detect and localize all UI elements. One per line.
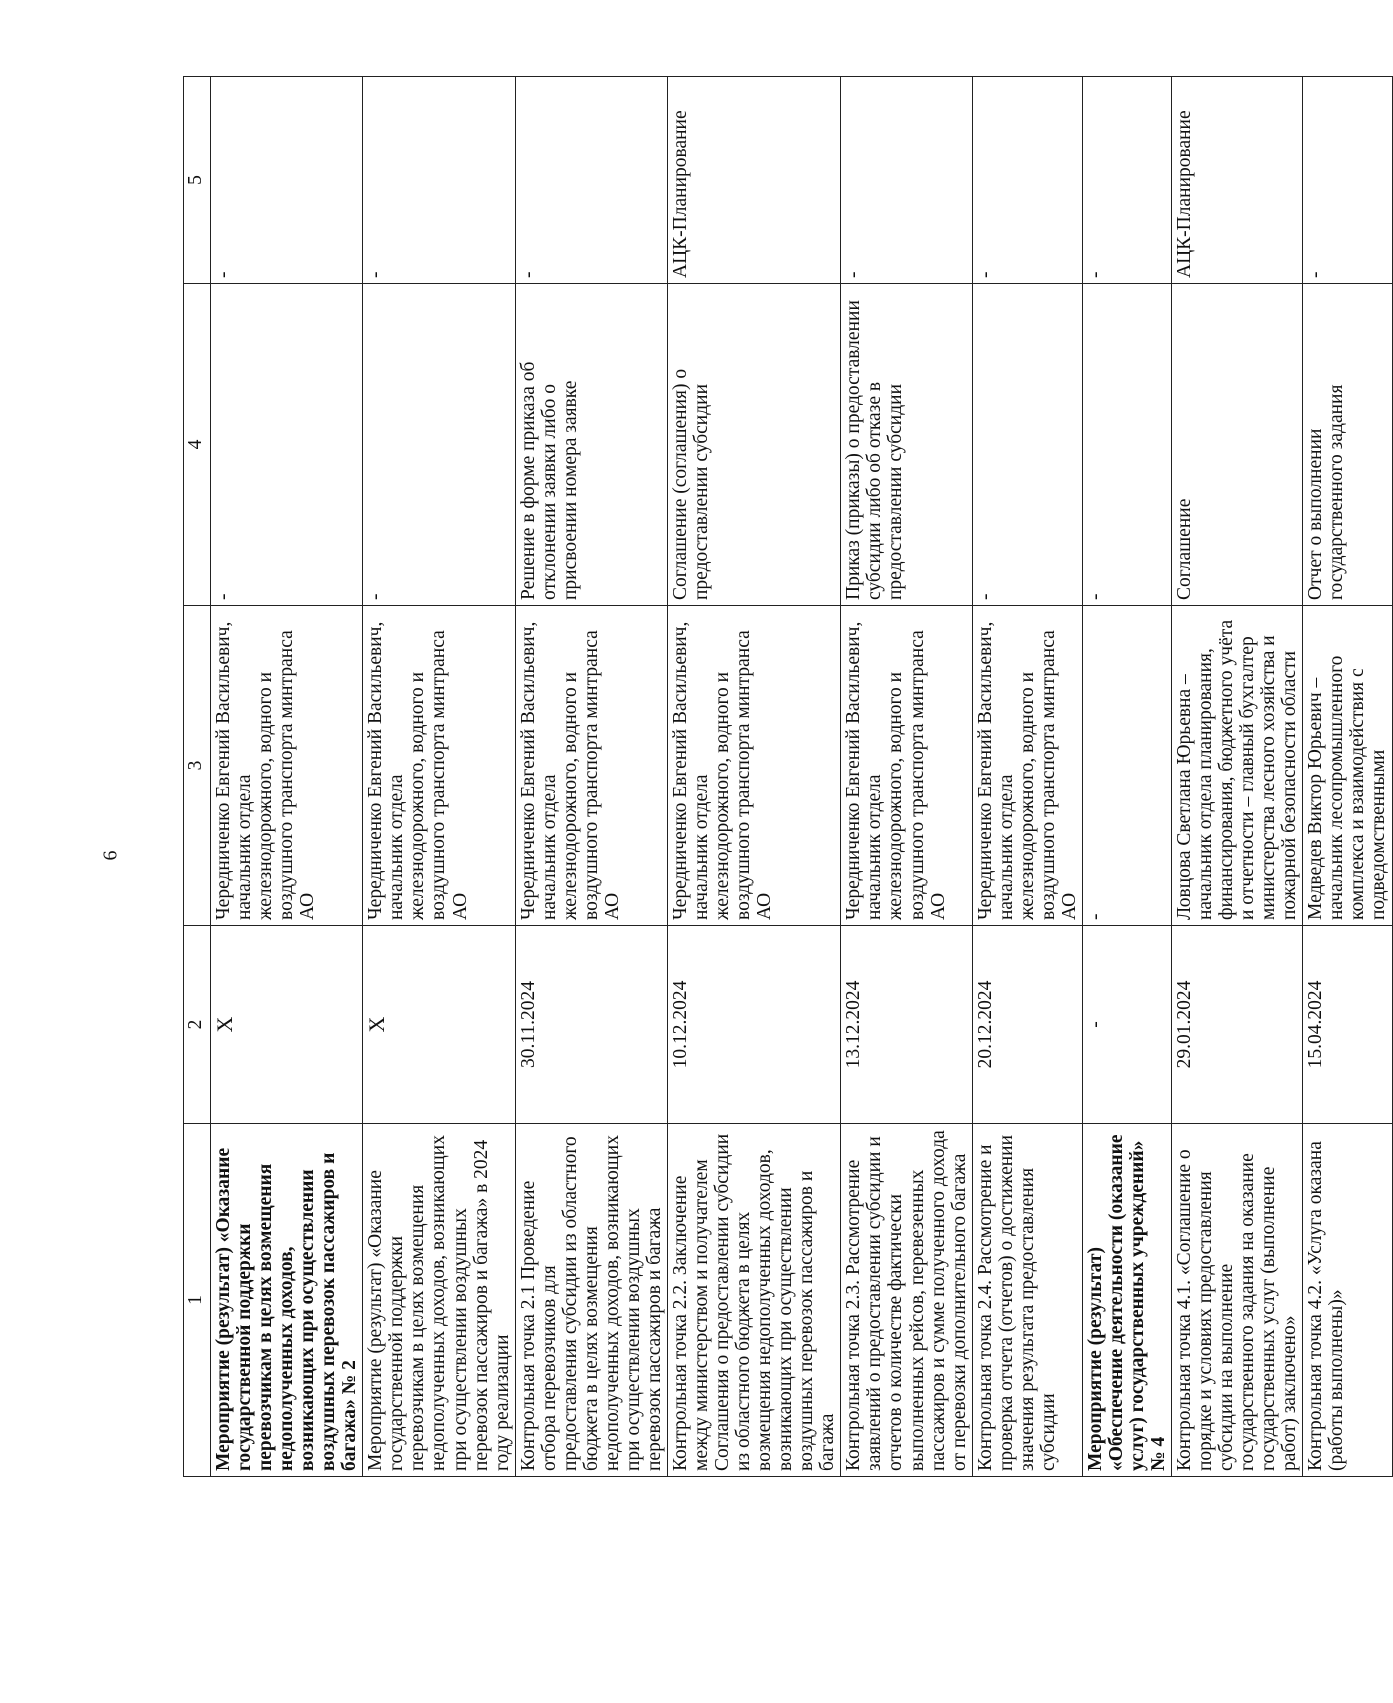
date-cell: 20.12.2024 xyxy=(972,926,1082,1124)
table-header-row xyxy=(184,77,211,1477)
column-header: 4 xyxy=(184,284,211,606)
activity-cell: Контрольная точка 2.1 Проведение отбора перевозчиков для предоставления субсидии из областного бюджета в целях возмещения недополученных доходов, возникающих при осуществлении воздушных перевозок пассажиров и багажа xyxy=(515,1124,667,1477)
activity-cell: Мероприятие (результат) «Оказание государственной поддержки перевозчикам в целях возмещения недополученных доходов, возникающих при осуществлении воздушных перевозок пассажиров и багажа» в 2024 году реализации xyxy=(363,1124,515,1477)
responsible-cell: - xyxy=(1082,606,1171,926)
responsible-cell: Чередниченко Евгений Васильевич, начальник отдела железнодорожного, водного и воздушного транспорта минтранса АО xyxy=(667,606,840,926)
system-cell: - xyxy=(972,77,1082,284)
responsible-cell: Чередниченко Евгений Васильевич, начальник отдела железнодорожного, водного и воздушного транспорта минтранса АО xyxy=(363,606,515,926)
table-row xyxy=(211,77,363,1477)
document-cell: - xyxy=(211,284,363,606)
table-row xyxy=(667,77,840,1477)
activity-cell: Контрольная точка 2.2. Заключение между министерством и получателем Соглашения о предоставлении субсидии из областного бюджета в целях возмещения недополученных доходов, возникающих при осуществлении воздушных перевозок пассажиров и багажа xyxy=(667,1124,840,1477)
table-row xyxy=(515,77,667,1477)
table-row xyxy=(972,77,1082,1477)
activity-cell: Контрольная точка 4.1. «Соглашение о порядке и условиях предоставления субсидии на выполнение государственного задания на оказание государственных услуг (выполнение работ) заключено» xyxy=(1172,1124,1303,1477)
system-cell: - xyxy=(1303,77,1392,284)
responsible-cell: Чередниченко Евгений Васильевич, начальник отдела железнодорожного, водного и воздушного транспорта минтранса АО xyxy=(211,606,363,926)
rotated-table-container xyxy=(183,77,1390,1477)
column-header: 3 xyxy=(184,606,211,926)
date-cell: 15.04.2024 xyxy=(1303,926,1392,1124)
date-cell: X xyxy=(211,926,363,1124)
activity-cell: Контрольная точка 4.2. «Услуга оказана (работы выполнены)» xyxy=(1303,1124,1392,1477)
activity-cell: Контрольная точка 2.4. Рассмотрение и проверка отчета (отчетов) о достижении значения результата предоставления субсидии xyxy=(972,1124,1082,1477)
control-points-table xyxy=(183,76,1393,1477)
system-cell: - xyxy=(515,77,667,284)
table-row xyxy=(1082,77,1171,1477)
date-cell: X xyxy=(363,926,515,1124)
document-cell: Соглашение xyxy=(1172,284,1303,606)
system-cell: АЦК-Планирование xyxy=(667,77,840,284)
date-cell: 29.01.2024 xyxy=(1172,926,1303,1124)
date-cell: 13.12.2024 xyxy=(841,926,972,1124)
system-cell: - xyxy=(363,77,515,284)
document-cell: Решение в форме приказа об отклонении заявки либо о присвоении номера заявке xyxy=(515,284,667,606)
responsible-cell: Чередниченко Евгений Васильевич, начальник отдела железнодорожного, водного и воздушного транспорта минтранса АО xyxy=(515,606,667,926)
system-cell: АЦК-Планирование xyxy=(1172,77,1303,284)
page-number: 6 xyxy=(99,850,122,861)
table-row xyxy=(363,77,515,1477)
column-header: 2 xyxy=(184,926,211,1124)
document-cell: - xyxy=(363,284,515,606)
document-cell: - xyxy=(972,284,1082,606)
system-cell: - xyxy=(841,77,972,284)
system-cell: - xyxy=(211,77,363,284)
responsible-cell: Ловцова Светлана Юрьевна – начальник отдела планирования, финансирования, бюджетного учёта и отчетности – главный бухгалтер министерства лесного хозяйства и пожарной безопасности области xyxy=(1172,606,1303,926)
column-header: 5 xyxy=(184,77,211,284)
document-cell: Отчет о выполнении государственного задания xyxy=(1303,284,1392,606)
responsible-cell: Чередниченко Евгений Васильевич, начальник отдела железнодорожного, водного и воздушного транспорта минтранса АО xyxy=(841,606,972,926)
table-row xyxy=(1303,77,1392,1477)
date-cell: 30.11.2024 xyxy=(515,926,667,1124)
column-header: 1 xyxy=(184,1124,211,1477)
system-cell: - xyxy=(1082,77,1171,284)
activity-cell: Мероприятие (результат) «Оказание государственной поддержки перевозчикам в целях возмещения недополученных доходов, возникающих при осуществлении воздушных перевозок пассажиров и багажа» № 2 xyxy=(211,1124,363,1477)
table-row xyxy=(1172,77,1303,1477)
date-cell: 10.12.2024 xyxy=(667,926,840,1124)
document-cell: - xyxy=(1082,284,1171,606)
activity-cell: Мероприятие (результат) «Обеспечение деятельности (оказание услуг) государственных учреждений» № 4 xyxy=(1082,1124,1171,1477)
document-cell: Приказ (приказы) о предоставлении субсидии либо об отказе в предоставлении субсидии xyxy=(841,284,972,606)
activity-cell: Контрольная точка 2.3. Рассмотрение заявлений о предоставлении субсидии и отчетов о количестве фактически выполненных рейсов, перевезенных пассажиров и сумме полученного дохода от перевозки дополнительного багажа xyxy=(841,1124,972,1477)
date-cell: - xyxy=(1082,926,1171,1124)
responsible-cell: Чередниченко Евгений Васильевич, начальник отдела железнодорожного, водного и воздушного транспорта минтранса АО xyxy=(972,606,1082,926)
document-cell: Соглашение (соглашения) о предоставлении субсидии xyxy=(667,284,840,606)
table-row xyxy=(841,77,972,1477)
responsible-cell: Медведев Виктор Юрьевич – начальник лесопромышленного комплекса и взаимодействия с подведомственными xyxy=(1303,606,1392,926)
